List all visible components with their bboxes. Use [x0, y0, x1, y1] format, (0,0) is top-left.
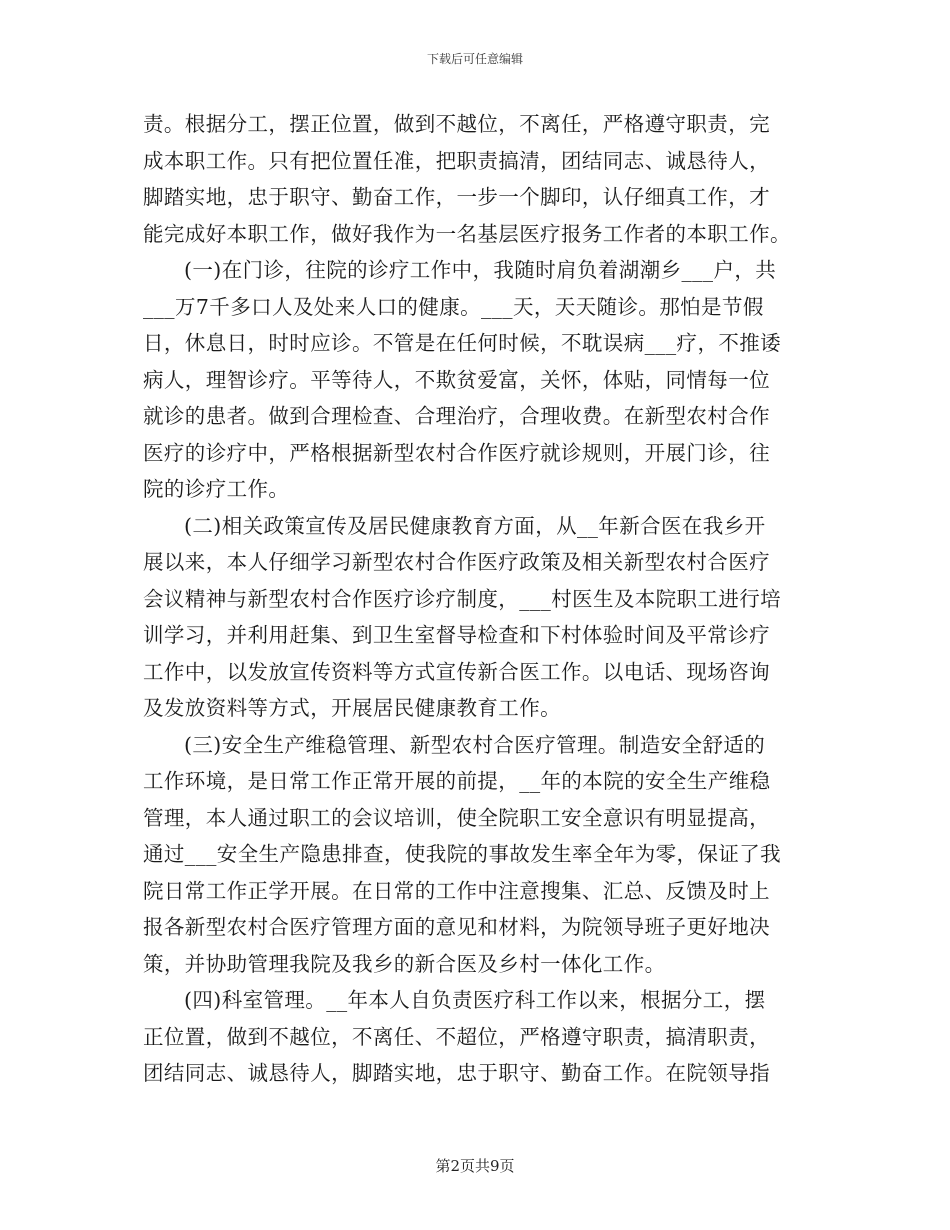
text-line: 能完成好本职工作，做好我作为一名基层医疗报务工作者的本职工作。: [143, 221, 791, 246]
text-line: 就诊的患者。做到合理检查、合理治疗，合理收费。在新型农村合作: [143, 404, 770, 428]
text-line: 日，休息日，时时应诊。不管是在任何时候，不耽误病___疗，不推诿: [143, 331, 782, 355]
text-line: 医疗的诊疗中，严格根据新型农村合作医疗就诊规则，开展门诊，往: [143, 440, 770, 465]
paragraph-start-line: (三)安全生产维稳管理、新型农村合医疗管理。制造安全舒适的: [184, 732, 766, 757]
page-header: 下载后可任意编辑: [426, 52, 523, 66]
text-line: 通过___安全生产隐患排查，使我院的事故发生率全年为零，保证了我: [143, 842, 782, 866]
text-line: 会议精神与新型农村合作医疗诊疗制度，___村医生及本院职工进行培: [143, 586, 782, 611]
text-line: 病人，理智诊疗。平等待人，不欺贫爱富，关怀，体贴，同情每一位: [143, 367, 770, 392]
text-line: 脚踏实地，忠于职守、勤奋工作，一步一个脚印，认仔细真工作，才: [143, 185, 770, 209]
text-line: 成本职工作。只有把位置任准，把职责搞清，团结同志、诚恳待人，: [143, 148, 770, 173]
text-line: 管理，本人通过职工的会议培训，使全院职工安全意识有明显提高，: [143, 805, 770, 830]
page-footer: 第2页共9页: [435, 1157, 515, 1175]
text-line: 工作中，以发放宣传资料等方式宣传新合医工作。以电话、现场咨询: [143, 659, 770, 684]
paragraph-start-line: (一)在门诊，往院的诊疗工作中，我随时肩负着湖潮乡___户，共: [184, 258, 777, 282]
text-line: 及发放资料等方式，开展居民健康教育工作。: [143, 696, 561, 720]
text-line: 训学习，并利用赶集、到卫生室督导检查和下村体验时间及平常诊疗: [143, 623, 770, 647]
document-body: [143, 106, 807, 1092]
text-line: 正位置，做到不越位，不离任、不超位，严格遵守职责，搞清职责，: [143, 1024, 770, 1049]
text-line: ___万7千多口人及处来人口的健康。___天，天天随诊。那怕是节假: [143, 294, 764, 319]
text-line: 工作环境，是日常工作正常开展的前提，__年的本院的安全生产维稳: [143, 769, 771, 793]
text-line: 策，并协助管理我院及我乡的新合医及乡村一体化工作。: [143, 951, 666, 976]
text-line: 团结同志、诚恳待人，脚踏实地，忠于职守、勤奋工作。在院领导指: [143, 1061, 770, 1085]
text-line: 院的诊疗工作。: [143, 477, 290, 501]
text-line: 报各新型农村合医疗管理方面的意见和材料，为院领导班子更好地决: [143, 915, 770, 939]
text-line: 院日常工作正学开展。在日常的工作中注意搜集、汇总、反馈及时上: [143, 878, 770, 903]
paragraph-start-line: (四)科室管理。__年本人自负责医疗科工作以来，根据分工，摆: [184, 988, 766, 1012]
text-line: 责。根据分工，摆正位置，做到不越位，不离任，严格遵守职责，完: [143, 112, 770, 136]
paragraph-start-line: (二)相关政策宣传及居民健康教育方面，从__年新合医在我乡开: [184, 513, 766, 538]
text-line: 展以来，本人仔细学习新型农村合作医疗政策及相关新型农村合医疗: [143, 550, 770, 574]
